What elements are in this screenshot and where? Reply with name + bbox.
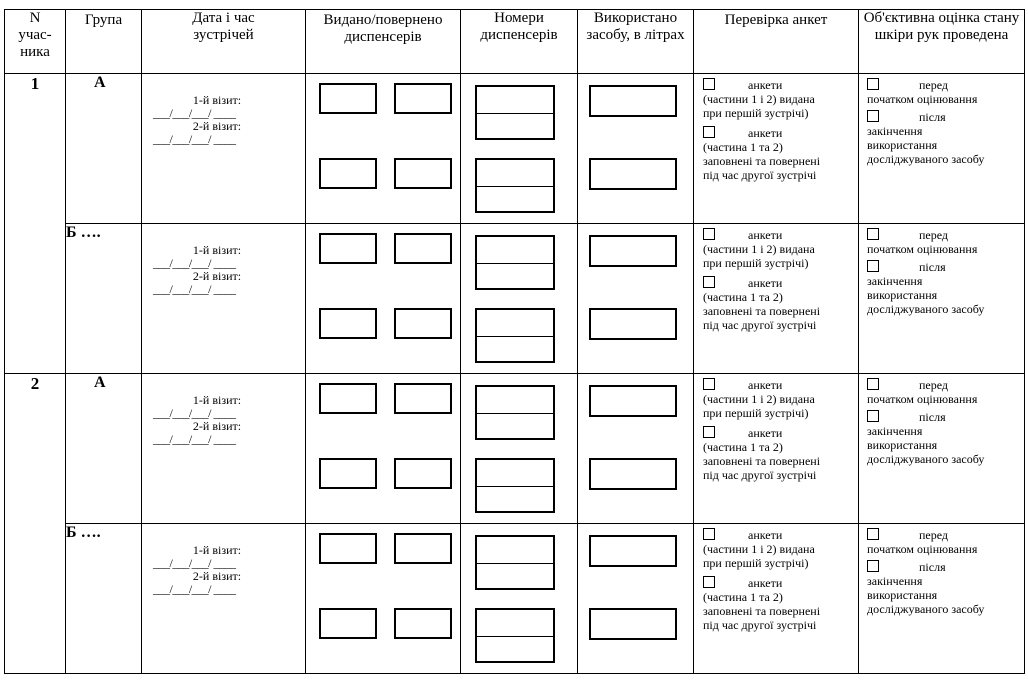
dispenser-numbers-cell [461,74,578,224]
visit2-label: 2-й візит: [192,119,242,133]
questionnaire-text: заповнені та повернені [703,604,821,618]
questionnaire-text: анкети [748,426,783,440]
checkbox[interactable] [703,576,715,588]
group-label: А [66,74,142,224]
questionnaire-check-cell [694,224,859,374]
dispenser-number-box[interactable] [475,308,555,363]
visit2-date-field[interactable]: ___/___/___/ ____ [153,432,236,446]
used-liters-box[interactable] [589,308,677,340]
group-label: А [66,374,142,524]
visit1-label: 1-й візит: [192,543,242,557]
skin-text: після [919,410,946,424]
dispenser-number-box[interactable] [475,458,555,513]
checkbox[interactable] [703,378,715,390]
visit2-label: 2-й візит: [192,269,242,283]
skin-text: після [919,260,946,274]
checkbox[interactable] [703,426,715,438]
questionnaire-text: під час другої зустрічі [703,318,817,332]
header-row [5,10,1025,74]
visit1-date-field[interactable]: ___/___/___/ ____ [153,556,236,570]
skin-text: досліджуваного засобу [867,152,985,166]
checkbox[interactable] [703,528,715,540]
checkbox[interactable] [867,110,879,122]
questionnaire-text: (частини 1 і 2) видана [703,242,815,256]
visit2-date-field[interactable]: ___/___/___/ ____ [153,582,236,596]
dispenser-number-box[interactable] [475,85,555,140]
header-questionnaire-check: Перевірка анкет [694,10,859,74]
checkbox[interactable] [703,276,715,288]
questionnaire-text: анкети [748,276,783,290]
used-liters-box[interactable] [589,385,677,417]
checkbox[interactable] [703,78,715,90]
questionnaire-text: анкети [748,576,783,590]
dispenser-numbers-cell [461,224,578,374]
checkbox[interactable] [703,126,715,138]
visit-dates-cell [142,224,306,374]
dispenser-numbers-cell [461,374,578,524]
questionnaire-text: (частина 1 та 2) [703,140,783,154]
dispenser-number-box[interactable] [475,608,555,663]
participant-row [5,74,1025,224]
checkbox[interactable] [867,528,879,540]
checkbox[interactable] [867,378,879,390]
questionnaire-text: анкети [748,78,783,92]
skin-text: закінчення [867,574,923,588]
used-liters-box[interactable] [589,608,677,640]
participant-visit-log-table [4,9,1025,674]
used-liters-box[interactable] [589,85,677,117]
skin-assessment-cell [859,374,1025,524]
questionnaire-text: заповнені та повернені [703,454,821,468]
visit1-date-field[interactable]: ___/___/___/ ____ [153,106,236,120]
dispenser-number-box[interactable] [475,158,555,213]
issued-dispensers-box[interactable] [319,308,377,339]
skin-text: початком оцінювання [867,242,978,256]
questionnaire-text: (частини 1 і 2) видана [703,392,815,406]
dispensers-issued-cell [306,74,461,224]
issued-dispensers-box[interactable] [319,608,377,639]
used-liters-cell [578,224,694,374]
used-liters-box[interactable] [589,458,677,490]
group-label: Б …. [66,224,142,374]
skin-text: перед [919,78,949,92]
questionnaire-check-cell [694,74,859,224]
returned-dispensers-box[interactable] [394,308,452,339]
skin-text: використання [867,438,938,452]
questionnaire-check-cell [694,524,859,674]
header-participant: N учас-ника [5,10,66,74]
dispensers-issued-cell [306,374,461,524]
dispenser-number-box[interactable] [475,385,555,440]
skin-text: використання [867,588,938,602]
issued-dispensers-box[interactable] [319,83,377,114]
issued-dispensers-box[interactable] [319,383,377,414]
dispensers-issued-cell [306,524,461,674]
questionnaire-text: заповнені та повернені [703,304,821,318]
checkbox[interactable] [867,410,879,422]
questionnaire-text: при першій зустрічі) [703,256,809,270]
returned-dispensers-box[interactable] [394,158,452,189]
returned-dispensers-box[interactable] [394,233,452,264]
participant-row [5,524,1025,674]
questionnaire-text: (частина 1 та 2) [703,590,783,604]
questionnaire-text: при першій зустрічі) [703,556,809,570]
visit1-label: 1-й візит: [192,393,242,407]
used-liters-cell [578,524,694,674]
used-liters-box[interactable] [589,158,677,190]
visit-dates-cell [142,524,306,674]
dispenser-numbers-cell [461,524,578,674]
visit1-date-field[interactable]: ___/___/___/ ____ [153,256,236,270]
visit1-label: 1-й візит: [192,243,242,257]
visit2-date-field[interactable]: ___/___/___/ ____ [153,282,236,296]
skin-text: перед [919,228,949,242]
questionnaire-text: під час другої зустрічі [703,168,817,182]
visit2-label: 2-й візит: [192,419,242,433]
skin-assessment-cell [859,74,1025,224]
skin-text: після [919,110,946,124]
checkbox[interactable] [867,228,879,240]
questionnaire-text: під час другої зустрічі [703,468,817,482]
visit1-label: 1-й візит: [192,93,242,107]
questionnaire-text: заповнені та повернені [703,154,821,168]
used-liters-box[interactable] [589,235,677,267]
participant-row [5,224,1025,374]
questionnaire-text: (частина 1 та 2) [703,290,783,304]
used-liters-cell [578,374,694,524]
dispensers-issued-cell [306,224,461,374]
header-datetime: Дата і час зустрічей [142,10,306,74]
questionnaire-text: анкети [748,126,783,140]
skin-text: початком оцінювання [867,542,978,556]
checkbox[interactable] [867,78,879,90]
group-label: Б …. [66,524,142,674]
header-dispensers-issued: Видано/повернено диспенсерів [306,10,461,74]
checkbox[interactable] [703,228,715,240]
questionnaire-text: анкети [748,378,783,392]
header-group: Група [66,10,142,74]
header-skin-assessment: Об'єктивна оцінка стану шкіри рук проведена [859,10,1025,74]
returned-dispensers-box[interactable] [394,383,452,414]
visit2-label: 2-й візит: [192,569,242,583]
used-liters-cell [578,74,694,224]
returned-dispensers-box[interactable] [394,458,452,489]
questionnaire-text: при першій зустрічі) [703,406,809,420]
questionnaire-text: (частини 1 і 2) видана [703,92,815,106]
header-dispenser-numbers: Номери диспенсерів [461,10,578,74]
skin-text: початком оцінювання [867,392,978,406]
returned-dispensers-box[interactable] [394,608,452,639]
questionnaire-text: анкети [748,528,783,542]
returned-dispensers-box[interactable] [394,83,452,114]
skin-text: після [919,560,946,574]
skin-text: використання [867,138,938,152]
skin-text: закінчення [867,424,923,438]
issued-dispensers-box[interactable] [319,458,377,489]
participant-number: 1 [5,74,66,374]
skin-text: закінчення [867,124,923,138]
issued-dispensers-box[interactable] [319,233,377,264]
checkbox[interactable] [867,260,879,272]
returned-dispensers-box[interactable] [394,533,452,564]
skin-text: використання [867,288,938,302]
used-liters-box[interactable] [589,535,677,567]
issued-dispensers-box[interactable] [319,158,377,189]
issued-dispensers-box[interactable] [319,533,377,564]
header-used-liters: Використано засобу, в літрах [578,10,694,74]
visit2-date-field[interactable]: ___/___/___/ ____ [153,132,236,146]
dispenser-number-box[interactable] [475,235,555,290]
checkbox[interactable] [867,560,879,572]
skin-text: закінчення [867,274,923,288]
skin-assessment-cell [859,224,1025,374]
skin-text: досліджуваного засобу [867,602,985,616]
visit-dates-cell [142,374,306,524]
questionnaire-text: анкети [748,228,783,242]
questionnaire-check-cell [694,374,859,524]
questionnaire-text: під час другої зустрічі [703,618,817,632]
skin-assessment-cell [859,524,1025,674]
participant-number: 2 [5,374,66,674]
visit-dates-cell [142,74,306,224]
skin-text: перед [919,378,949,392]
skin-text: досліджуваного засобу [867,452,985,466]
skin-text: досліджуваного засобу [867,302,985,316]
questionnaire-text: (частина 1 та 2) [703,440,783,454]
dispenser-number-box[interactable] [475,535,555,590]
skin-text: початком оцінювання [867,92,978,106]
visit1-date-field[interactable]: ___/___/___/ ____ [153,406,236,420]
skin-text: перед [919,528,949,542]
questionnaire-text: при першій зустрічі) [703,106,809,120]
participant-row [5,374,1025,524]
questionnaire-text: (частини 1 і 2) видана [703,542,815,556]
